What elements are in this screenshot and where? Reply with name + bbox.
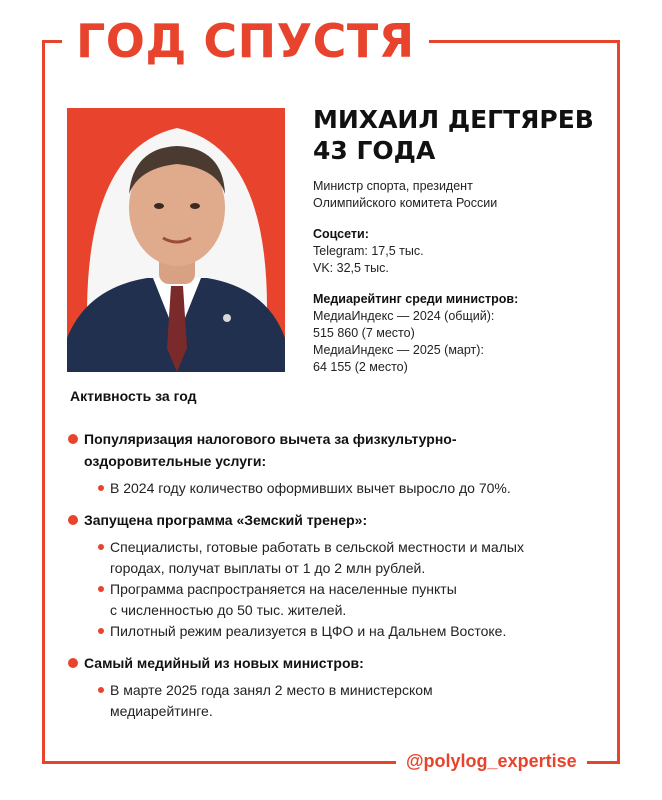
activity-section-media (68, 652, 608, 722)
bullet-icon (68, 658, 78, 668)
page-title: ГОД СПУСТЯ (62, 6, 429, 76)
activity-list (68, 428, 608, 732)
rating-line-2: 515 860 (7 место) (313, 326, 415, 340)
channel-handle: @polylog_expertise (396, 746, 587, 776)
list-item (98, 478, 608, 499)
portrait-photo (67, 108, 285, 372)
list-item-text: Специалисты, готовые работать в сельской местности и малых (110, 539, 524, 555)
social-vk: VK: 32,5 тыс. (313, 261, 389, 275)
rating-line-1: МедиаИндекс — 2024 (общий): (313, 309, 495, 323)
person-name: МИХАИЛ ДЕГТЯРЕВ (313, 105, 594, 134)
list-item (98, 579, 608, 621)
list-item (98, 537, 608, 579)
section-title-line-1: Запущена программа «Земский тренер»: (84, 512, 368, 528)
list-item-text: с численностью до 50 тыс. жителей. (110, 602, 347, 618)
bullet-icon (68, 515, 78, 525)
bullet-icon (98, 687, 104, 693)
rating-line-4: 64 155 (2 место) (313, 360, 408, 374)
position-line-1: Министр спорта, президент (313, 179, 473, 193)
activity-section-tax (68, 428, 608, 499)
bullet-icon (98, 628, 104, 634)
list-item-text: Пилотный режим реализуется в ЦФО и на Дальнем Востоке. (110, 623, 507, 639)
list-item (98, 621, 608, 642)
rating-line-3: МедиаИндекс — 2025 (март): (313, 343, 484, 357)
list-item (98, 680, 608, 722)
list-item-text: В марте 2025 года занял 2 место в министерском (110, 682, 433, 698)
person-age: 43 ГОДА (313, 136, 436, 165)
activity-section-trainer (68, 509, 608, 642)
person-name-block (313, 104, 594, 166)
social-telegram: Telegram: 17,5 тыс. (313, 244, 424, 258)
bullet-icon (68, 434, 78, 444)
list-item-text: В 2024 году количество оформивших вычет выросло до 70%. (110, 480, 511, 496)
social-heading: Соцсети: (313, 227, 369, 241)
portrait-illustration (67, 108, 285, 372)
list-item-text: медиарейтинге. (110, 703, 213, 719)
list-item-text: Программа распространяется на населенные пункты (110, 581, 457, 597)
activity-heading: Активность за год (70, 388, 197, 404)
rating-heading: Медиарейтинг среди министров: (313, 292, 519, 306)
person-info (313, 178, 613, 376)
bullet-icon (98, 485, 104, 491)
section-title-line-1: Самый медийный из новых министров: (84, 655, 364, 671)
position-line-2: Олимпийского комитета России (313, 196, 498, 210)
section-title-line-1: Популяризация налогового вычета за физкультурно- (84, 431, 457, 447)
bullet-icon (98, 544, 104, 550)
list-item-text: городах, получат выплаты от 1 до 2 млн рублей. (110, 560, 426, 576)
bullet-icon (98, 586, 104, 592)
section-title-line-2: оздоровительные услуги: (84, 453, 267, 469)
